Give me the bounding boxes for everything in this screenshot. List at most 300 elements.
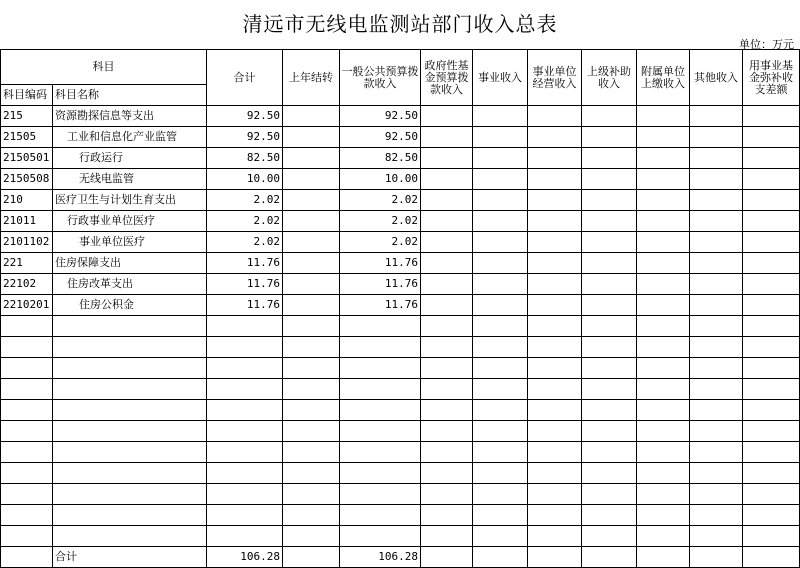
empty-cell (340, 463, 421, 484)
empty-cell (637, 106, 690, 127)
row-carryover (283, 253, 340, 274)
empty-cell (340, 421, 421, 442)
empty-cell (582, 463, 637, 484)
row-general: 11.76 (340, 253, 421, 274)
empty-cell (1, 442, 53, 463)
empty-cell (690, 232, 743, 253)
empty-cell (340, 526, 421, 547)
empty-cell (690, 463, 743, 484)
empty-cell (421, 463, 473, 484)
row-carryover (283, 127, 340, 148)
empty-cell (283, 484, 340, 505)
table-row (1, 232, 800, 253)
empty-cell (690, 337, 743, 358)
empty-cell (1, 526, 53, 547)
empty-cell (582, 127, 637, 148)
row-general: 11.76 (340, 274, 421, 295)
empty-cell (743, 295, 800, 316)
row-total: 2.02 (207, 190, 283, 211)
empty-cell (690, 274, 743, 295)
row-carryover (283, 148, 340, 169)
row-carryover (283, 295, 340, 316)
empty-row (1, 484, 800, 505)
empty-cell (1, 400, 53, 421)
empty-cell (473, 148, 528, 169)
empty-cell (743, 337, 800, 358)
empty-cell (690, 127, 743, 148)
empty-cell (690, 211, 743, 232)
empty-cell (207, 358, 283, 379)
empty-row (1, 316, 800, 337)
empty-cell (637, 295, 690, 316)
empty-cell (690, 169, 743, 190)
empty-cell (528, 379, 582, 400)
header-business: 事业收入 (473, 50, 528, 106)
empty-cell (528, 547, 582, 568)
empty-cell (1, 358, 53, 379)
empty-cell (1, 505, 53, 526)
empty-cell (690, 148, 743, 169)
empty-cell (283, 463, 340, 484)
empty-cell (582, 379, 637, 400)
row-code: 2101102 (1, 232, 53, 253)
empty-cell (528, 169, 582, 190)
row-general: 92.50 (340, 127, 421, 148)
empty-cell (743, 148, 800, 169)
empty-cell (421, 106, 473, 127)
empty-cell (582, 547, 637, 568)
row-total: 92.50 (207, 106, 283, 127)
empty-cell (421, 400, 473, 421)
total-label: 合计 (53, 547, 207, 568)
empty-cell (53, 484, 207, 505)
empty-cell (53, 442, 207, 463)
empty-cell (207, 400, 283, 421)
empty-cell (421, 484, 473, 505)
empty-cell (582, 253, 637, 274)
empty-row (1, 337, 800, 358)
header-operating: 事业单位经营收入 (528, 50, 582, 106)
empty-cell (637, 253, 690, 274)
table-row (1, 295, 800, 316)
empty-cell (1, 379, 53, 400)
empty-cell (743, 400, 800, 421)
empty-cell (207, 379, 283, 400)
empty-cell (637, 337, 690, 358)
empty-cell (528, 106, 582, 127)
empty-cell (1, 484, 53, 505)
empty-cell (421, 190, 473, 211)
header-code: 科目编码 (1, 85, 53, 106)
empty-cell (340, 505, 421, 526)
empty-cell (421, 358, 473, 379)
empty-cell (473, 379, 528, 400)
empty-cell (473, 106, 528, 127)
empty-cell (637, 379, 690, 400)
row-code: 2150508 (1, 169, 53, 190)
empty-cell (637, 463, 690, 484)
header-general-budget: 一般公共预算拨款收入 (340, 50, 421, 106)
empty-cell (582, 400, 637, 421)
empty-cell (421, 421, 473, 442)
empty-cell (473, 337, 528, 358)
empty-cell (528, 316, 582, 337)
row-total: 2.02 (207, 232, 283, 253)
empty-cell (473, 190, 528, 211)
row-general: 2.02 (340, 232, 421, 253)
row-name: 事业单位医疗 (53, 232, 207, 253)
empty-cell (690, 106, 743, 127)
empty-cell (53, 526, 207, 547)
header-subject: 科目 (1, 50, 207, 85)
total-row (1, 547, 800, 568)
row-carryover (283, 274, 340, 295)
empty-cell (582, 190, 637, 211)
row-general: 2.02 (340, 190, 421, 211)
empty-cell (528, 148, 582, 169)
row-name: 住房改革支出 (53, 274, 207, 295)
empty-cell (1, 337, 53, 358)
empty-row (1, 442, 800, 463)
empty-cell (582, 526, 637, 547)
empty-cell (743, 526, 800, 547)
empty-cell (743, 232, 800, 253)
empty-cell (528, 274, 582, 295)
empty-cell (690, 547, 743, 568)
empty-cell (1, 463, 53, 484)
page-title: 清远市无线电监测站部门收入总表 (242, 12, 558, 36)
empty-cell (582, 232, 637, 253)
empty-cell (473, 358, 528, 379)
empty-cell (283, 358, 340, 379)
empty-cell (528, 127, 582, 148)
empty-cell (53, 379, 207, 400)
empty-cell (473, 211, 528, 232)
empty-cell (528, 442, 582, 463)
row-general: 2.02 (340, 211, 421, 232)
header-other: 其他收入 (690, 50, 743, 106)
unit-label: 单位：万元 (739, 38, 794, 51)
empty-cell (1, 316, 53, 337)
empty-cell (283, 316, 340, 337)
empty-cell (743, 358, 800, 379)
empty-cell (340, 316, 421, 337)
empty-cell (637, 190, 690, 211)
row-total: 11.76 (207, 295, 283, 316)
empty-cell (340, 400, 421, 421)
empty-cell (421, 274, 473, 295)
empty-cell (421, 316, 473, 337)
total-carryover (283, 547, 340, 568)
empty-cell (743, 169, 800, 190)
empty-cell (473, 400, 528, 421)
empty-cell (743, 274, 800, 295)
empty-cell (207, 505, 283, 526)
row-code: 22102 (1, 274, 53, 295)
empty-cell (743, 106, 800, 127)
header-gov-fund: 政府性基金预算拨款收入 (421, 50, 473, 106)
empty-cell (637, 505, 690, 526)
row-name: 资源勘探信息等支出 (53, 106, 207, 127)
empty-cell (421, 505, 473, 526)
total-sum: 106.28 (207, 547, 283, 568)
row-name: 行政事业单位医疗 (53, 211, 207, 232)
empty-cell (421, 337, 473, 358)
empty-cell (582, 442, 637, 463)
total-code-cell (1, 547, 53, 568)
empty-cell (53, 337, 207, 358)
empty-cell (528, 358, 582, 379)
empty-cell (690, 442, 743, 463)
empty-cell (207, 316, 283, 337)
table-row (1, 127, 800, 148)
empty-cell (637, 316, 690, 337)
empty-cell (340, 379, 421, 400)
empty-cell (637, 169, 690, 190)
empty-cell (637, 400, 690, 421)
empty-cell (421, 148, 473, 169)
empty-cell (207, 337, 283, 358)
row-carryover (283, 232, 340, 253)
empty-cell (421, 127, 473, 148)
row-carryover (283, 106, 340, 127)
table-row (1, 190, 800, 211)
empty-cell (53, 463, 207, 484)
row-code: 221 (1, 253, 53, 274)
empty-cell (637, 127, 690, 148)
empty-cell (473, 232, 528, 253)
empty-row (1, 358, 800, 379)
header-carryover: 上年结转 (283, 50, 340, 106)
table-row (1, 274, 800, 295)
empty-cell (743, 505, 800, 526)
empty-cell (340, 337, 421, 358)
empty-cell (473, 505, 528, 526)
empty-cell (283, 337, 340, 358)
row-general: 10.00 (340, 169, 421, 190)
row-total: 10.00 (207, 169, 283, 190)
table-row (1, 106, 800, 127)
empty-cell (473, 442, 528, 463)
row-total: 11.76 (207, 274, 283, 295)
empty-cell (637, 526, 690, 547)
empty-cell (473, 169, 528, 190)
total-general: 106.28 (340, 547, 421, 568)
row-name: 无线电监管 (53, 169, 207, 190)
row-code: 21011 (1, 211, 53, 232)
empty-cell (421, 253, 473, 274)
row-name: 行政运行 (53, 148, 207, 169)
empty-cell (743, 190, 800, 211)
empty-cell (582, 169, 637, 190)
empty-cell (340, 484, 421, 505)
empty-cell (637, 358, 690, 379)
empty-cell (637, 421, 690, 442)
row-code: 2150501 (1, 148, 53, 169)
empty-cell (743, 421, 800, 442)
empty-cell (283, 526, 340, 547)
row-general: 11.76 (340, 295, 421, 316)
empty-cell (690, 295, 743, 316)
row-name: 医疗卫生与计划生育支出 (53, 190, 207, 211)
empty-cell (421, 379, 473, 400)
empty-cell (528, 421, 582, 442)
empty-cell (690, 190, 743, 211)
empty-cell (53, 358, 207, 379)
empty-cell (528, 526, 582, 547)
empty-row (1, 400, 800, 421)
empty-cell (473, 274, 528, 295)
empty-cell (528, 463, 582, 484)
header-name: 科目名称 (53, 85, 207, 106)
empty-cell (340, 358, 421, 379)
empty-cell (690, 484, 743, 505)
empty-cell (690, 505, 743, 526)
empty-row (1, 505, 800, 526)
empty-cell (582, 316, 637, 337)
empty-cell (283, 505, 340, 526)
income-table (0, 49, 800, 568)
empty-cell (421, 547, 473, 568)
empty-cell (473, 421, 528, 442)
row-code: 2210201 (1, 295, 53, 316)
table-row (1, 253, 800, 274)
table-row (1, 148, 800, 169)
empty-cell (207, 442, 283, 463)
empty-cell (743, 253, 800, 274)
empty-cell (690, 421, 743, 442)
row-total: 11.76 (207, 253, 283, 274)
empty-row (1, 526, 800, 547)
empty-cell (528, 253, 582, 274)
empty-cell (207, 421, 283, 442)
empty-cell (340, 442, 421, 463)
empty-cell (637, 274, 690, 295)
empty-cell (582, 274, 637, 295)
empty-cell (473, 547, 528, 568)
empty-cell (528, 400, 582, 421)
empty-cell (421, 442, 473, 463)
row-code: 210 (1, 190, 53, 211)
header-row-1 (1, 50, 800, 85)
empty-cell (690, 253, 743, 274)
row-code: 215 (1, 106, 53, 127)
row-name: 住房保障支出 (53, 253, 207, 274)
row-general: 82.50 (340, 148, 421, 169)
empty-cell (421, 169, 473, 190)
empty-row (1, 463, 800, 484)
empty-cell (207, 484, 283, 505)
empty-cell (743, 316, 800, 337)
empty-cell (53, 400, 207, 421)
empty-cell (421, 232, 473, 253)
empty-cell (421, 295, 473, 316)
empty-cell (473, 526, 528, 547)
row-total: 2.02 (207, 211, 283, 232)
empty-cell (582, 484, 637, 505)
row-carryover (283, 190, 340, 211)
empty-cell (637, 148, 690, 169)
empty-cell (637, 547, 690, 568)
empty-cell (283, 421, 340, 442)
empty-row (1, 379, 800, 400)
empty-cell (637, 442, 690, 463)
empty-cell (582, 211, 637, 232)
empty-cell (283, 442, 340, 463)
empty-cell (528, 337, 582, 358)
empty-cell (743, 547, 800, 568)
empty-cell (53, 421, 207, 442)
header-subsidy: 上级补助收入 (582, 50, 637, 106)
empty-cell (473, 253, 528, 274)
empty-cell (637, 484, 690, 505)
empty-cell (473, 484, 528, 505)
empty-cell (207, 526, 283, 547)
empty-cell (283, 379, 340, 400)
empty-cell (528, 505, 582, 526)
header-total: 合计 (207, 50, 283, 106)
row-code: 21505 (1, 127, 53, 148)
empty-cell (582, 358, 637, 379)
empty-cell (690, 400, 743, 421)
empty-cell (582, 505, 637, 526)
empty-cell (528, 232, 582, 253)
header-affiliated: 附属单位上缴收入 (637, 50, 690, 106)
table-row (1, 211, 800, 232)
empty-cell (690, 316, 743, 337)
empty-cell (582, 106, 637, 127)
empty-cell (582, 295, 637, 316)
empty-cell (528, 295, 582, 316)
empty-cell (53, 316, 207, 337)
empty-cell (743, 127, 800, 148)
empty-cell (690, 379, 743, 400)
empty-cell (283, 400, 340, 421)
empty-cell (582, 148, 637, 169)
empty-cell (690, 358, 743, 379)
empty-cell (473, 295, 528, 316)
empty-cell (473, 463, 528, 484)
empty-cell (528, 211, 582, 232)
empty-cell (53, 505, 207, 526)
row-carryover (283, 211, 340, 232)
empty-cell (743, 484, 800, 505)
empty-cell (743, 211, 800, 232)
empty-cell (582, 421, 637, 442)
empty-cell (421, 211, 473, 232)
empty-cell (207, 463, 283, 484)
empty-cell (582, 337, 637, 358)
empty-cell (473, 127, 528, 148)
empty-cell (743, 379, 800, 400)
empty-cell (690, 526, 743, 547)
table-row (1, 169, 800, 190)
empty-cell (421, 526, 473, 547)
row-total: 92.50 (207, 127, 283, 148)
empty-cell (528, 190, 582, 211)
empty-cell (743, 442, 800, 463)
row-general: 92.50 (340, 106, 421, 127)
row-carryover (283, 169, 340, 190)
empty-cell (743, 463, 800, 484)
empty-row (1, 421, 800, 442)
empty-cell (1, 421, 53, 442)
empty-cell (528, 484, 582, 505)
empty-cell (473, 316, 528, 337)
empty-cell (637, 232, 690, 253)
row-name: 工业和信息化产业监管 (53, 127, 207, 148)
row-name: 住房公积金 (53, 295, 207, 316)
